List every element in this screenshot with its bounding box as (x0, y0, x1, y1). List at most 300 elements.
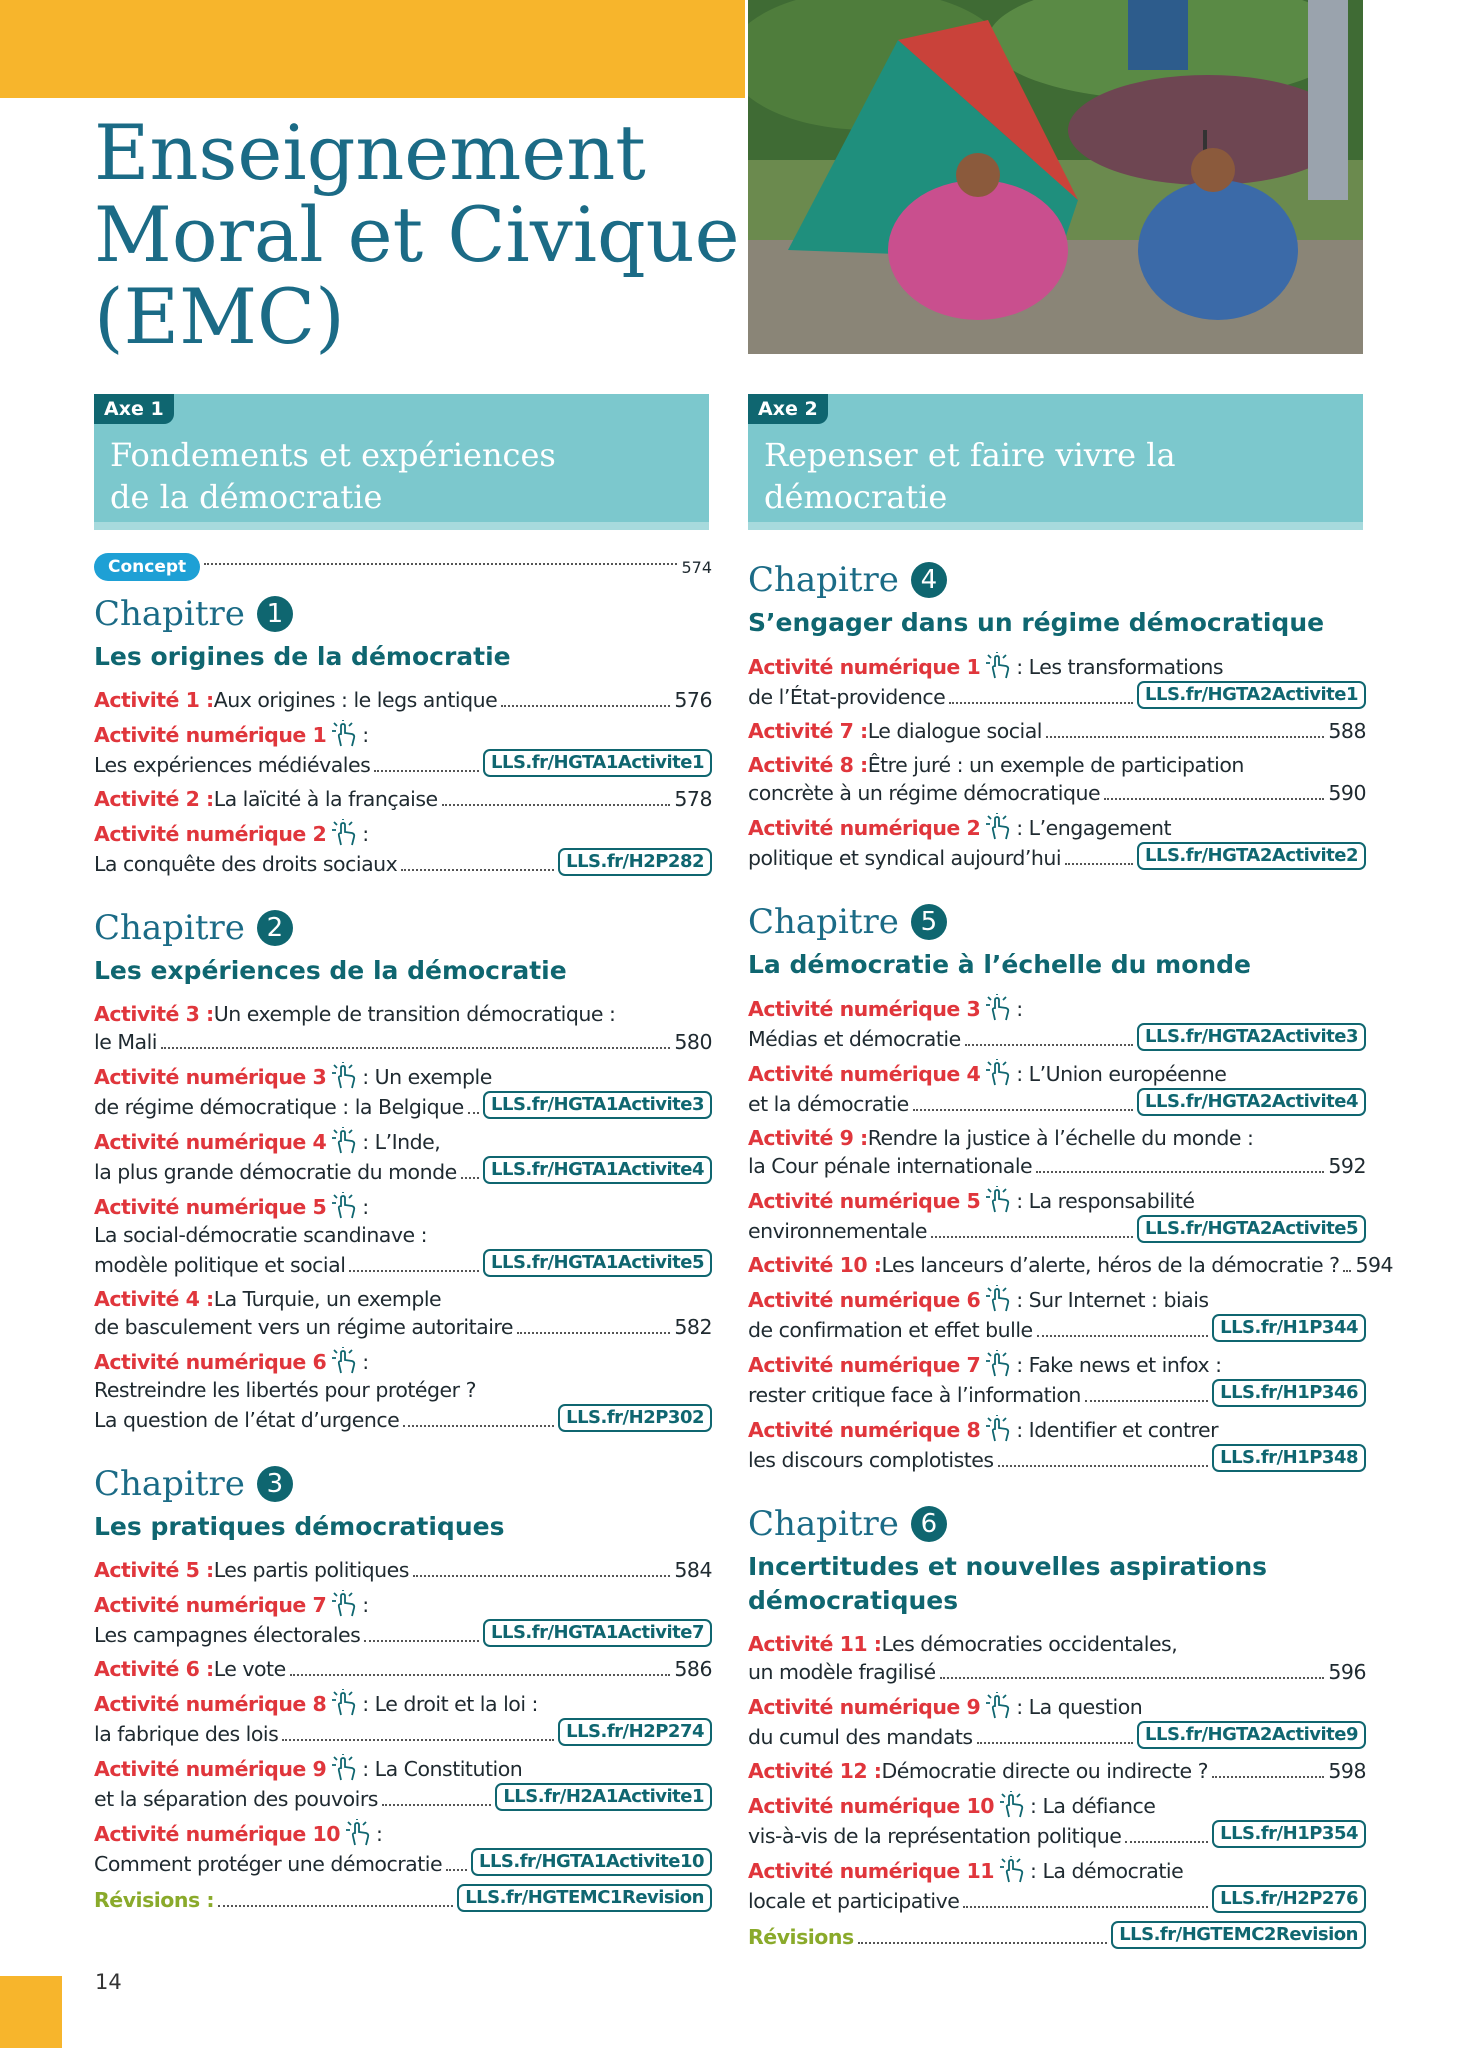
page-ref: 576 (674, 688, 712, 712)
entry-line (748, 1285, 1366, 1314)
activity-entry[interactable] (748, 751, 1366, 807)
entry-line (94, 1347, 712, 1376)
entry-line (748, 779, 1366, 807)
cover-photo (748, 0, 1363, 354)
activity-entry[interactable] (94, 1884, 712, 1914)
activity-entry[interactable] (94, 686, 712, 714)
lls-link[interactable]: LLS.fr/H2P282 (558, 848, 712, 876)
title-line: (EMC) (94, 272, 345, 361)
leader-dots (413, 1575, 670, 1577)
activity-after: : La responsabilité (1016, 1189, 1195, 1213)
lls-link[interactable]: LLS.fr/HGTA1Activite3 (483, 1091, 712, 1119)
chapter-title: S’engager dans un régime démocratique (748, 608, 1325, 637)
activity-text: Les lanceurs d’alerte, héros de la démocratie ? (881, 1253, 1340, 1277)
leader-dots (965, 1044, 1133, 1046)
activity-text: et la démocratie (748, 1092, 909, 1116)
axe2-band (748, 394, 1363, 532)
page-ref: 578 (674, 787, 712, 811)
hand-tap-icon (326, 1590, 362, 1619)
activity-after: : L’engagement (1016, 816, 1172, 840)
lls-link[interactable]: LLS.fr/HGTEMC1Revision (457, 1884, 712, 1912)
activity-entry[interactable] (748, 652, 1366, 711)
leader-dots (382, 1804, 491, 1806)
lls-link[interactable]: LLS.fr/H1P348 (1212, 1444, 1366, 1472)
activity-after: : (376, 1822, 383, 1846)
hand-tap-icon (997, 1791, 1027, 1819)
hand-tap-icon (983, 1285, 1013, 1313)
chapter-block (748, 1502, 1366, 1951)
entry-line (748, 1023, 1366, 1053)
entry-line (94, 1619, 712, 1649)
activity-label: Activité numérique 7 (748, 1353, 981, 1377)
hand-tap-icon (329, 1127, 359, 1155)
entry-line (748, 1379, 1366, 1409)
hand-tap-icon (997, 1856, 1027, 1884)
chapter-heading (748, 558, 1366, 602)
activity-label: Activité numérique 6 (94, 1350, 327, 1374)
column-axe1 (94, 552, 712, 1920)
page-ref: 580 (674, 1030, 712, 1054)
activity-label: Activité numérique 1 (94, 723, 327, 747)
axe2-title-line: Repenser et faire vivre la (764, 436, 1176, 474)
hand-tap-icon (980, 1692, 1016, 1721)
axe1-band (94, 394, 709, 532)
hand-tap-icon (983, 1186, 1013, 1214)
leader-dots (977, 1742, 1133, 1744)
entry-line (748, 1885, 1366, 1915)
chapter-number-badge: 1 (257, 596, 293, 632)
leader-dots (931, 1236, 1133, 1238)
activity-after: : L’Inde, (362, 1130, 441, 1154)
lls-link[interactable]: LLS.fr/H2P274 (558, 1718, 712, 1746)
activity-entry[interactable] (748, 1285, 1366, 1344)
entry-line (94, 848, 712, 878)
activity-text: la Cour pénale internationale (748, 1154, 1033, 1178)
chapter-slot (94, 592, 712, 878)
activity-entry[interactable] (748, 1059, 1366, 1118)
leader-dots (1046, 736, 1324, 738)
leader-dots (1085, 1400, 1208, 1402)
activity-entry[interactable] (94, 1192, 712, 1279)
chapter-title: La démocratie à l’échelle du monde (748, 950, 1252, 979)
activity-label: Activité 8 : (748, 753, 868, 777)
lls-link[interactable]: LLS.fr/HGTA2Activite4 (1137, 1088, 1366, 1116)
chapter-word: Chapitre (94, 908, 245, 948)
activity-entry[interactable] (94, 819, 712, 878)
lls-link[interactable]: LLS.fr/H1P354 (1212, 1820, 1366, 1848)
axe1-title-line: Fondements et expériences (110, 436, 556, 474)
hand-tap-icon (340, 1819, 376, 1848)
activity-text: Être juré : un exemple de participation (867, 753, 1244, 777)
leader-dots (461, 1177, 479, 1179)
lls-link[interactable]: LLS.fr/HGTA2Activite5 (1137, 1215, 1366, 1243)
activity-label: Activité numérique 3 (94, 1065, 327, 1089)
entry-line (94, 1556, 712, 1584)
chapter-block (748, 558, 1366, 872)
entry-line (94, 819, 712, 848)
activity-label: Activité numérique 8 (748, 1418, 981, 1442)
leader-dots (290, 1674, 671, 1676)
activity-entry[interactable] (94, 1127, 712, 1186)
activity-text: les discours complotistes (748, 1448, 994, 1472)
lls-link[interactable]: LLS.fr/HGTA1Activite4 (483, 1156, 712, 1184)
chapter-heading (94, 592, 712, 636)
activity-label: Activité numérique 9 (94, 1757, 327, 1781)
page-ref: 596 (1328, 1660, 1366, 1684)
entry-line (748, 1152, 1366, 1180)
chapter-heading (94, 906, 712, 950)
activity-text: Le vote (213, 1657, 286, 1681)
entry-line (748, 1251, 1394, 1279)
activity-text: La laïcité à la française (213, 787, 438, 811)
activity-text: locale et participative (748, 1889, 960, 1913)
activity-label: Activité numérique 11 (748, 1859, 995, 1883)
entry-line (94, 1192, 712, 1221)
chapter-slot (94, 1462, 712, 1914)
leader-dots (949, 702, 1133, 704)
activity-entry[interactable] (94, 1062, 712, 1121)
entry-line (748, 1059, 1366, 1088)
page-ref: 590 (1328, 781, 1366, 805)
activity-entry[interactable] (94, 785, 712, 813)
leader-dots (1037, 1335, 1208, 1337)
lls-link[interactable]: LLS.fr/HGTEMC2Revision (1111, 1921, 1366, 1949)
entry-line (94, 1884, 712, 1914)
entry-line (94, 1285, 712, 1313)
leader-dots (374, 770, 479, 772)
lls-link[interactable]: LLS.fr/HGTA1Activite5 (483, 1249, 712, 1277)
axe2-title-line: démocratie (764, 478, 948, 516)
activity-after: : (362, 822, 369, 846)
activity-label: Activité 12 : (748, 1759, 882, 1783)
activity-text: modèle politique et social (94, 1253, 346, 1277)
hand-tap-icon (329, 1754, 359, 1782)
entry-line (94, 1655, 712, 1683)
entry-line (94, 1754, 712, 1783)
entry-line (748, 994, 1366, 1023)
chapter-slot (748, 1502, 1366, 1951)
leader-dots (349, 1270, 479, 1272)
chapter-heading (94, 1462, 712, 1506)
activity-after: : (362, 723, 369, 747)
entry-line (94, 686, 712, 714)
chapter-slot (748, 900, 1394, 1474)
activity-after: : Les transformations (1016, 655, 1224, 679)
leader-dots (403, 1425, 554, 1427)
entry-line (748, 1415, 1366, 1444)
leader-dots (1125, 1841, 1208, 1843)
hand-tap-icon (326, 1754, 362, 1783)
activity-text: un modèle fragilisé (748, 1660, 936, 1684)
chapter-slot (748, 558, 1366, 872)
page-number: 14 (95, 1970, 122, 1994)
activity-entry[interactable] (748, 1186, 1366, 1245)
lls-link[interactable]: LLS.fr/HGTA1Activite10 (471, 1848, 712, 1876)
leader-dots (501, 705, 670, 707)
activity-entry[interactable] (748, 1415, 1366, 1474)
leader-dots (517, 1332, 670, 1334)
hand-tap-icon (994, 1791, 1030, 1820)
activity-text: Les partis politiques (213, 1558, 409, 1582)
hand-tap-icon (326, 1062, 362, 1091)
axe1-tag: Axe 1 (94, 394, 174, 424)
hand-tap-icon (326, 1689, 362, 1718)
hand-tap-icon (326, 1127, 362, 1156)
activity-after: : Un exemple (362, 1065, 492, 1089)
activity-text: La Turquie, un exemple (213, 1287, 442, 1311)
activity-label: Activité numérique 5 (748, 1189, 981, 1213)
leader-dots (998, 1465, 1209, 1467)
activity-entry[interactable] (748, 1791, 1366, 1850)
chapter-number-badge: 3 (257, 1466, 293, 1502)
concept-badge: Concept (94, 553, 200, 581)
leader-dots (218, 1905, 453, 1907)
activity-text: Démocratie directe ou indirecte ? (881, 1759, 1209, 1783)
entry-line (94, 1848, 712, 1878)
entry-line (748, 1088, 1366, 1118)
lls-link[interactable]: LLS.fr/HGTA2Activite2 (1137, 842, 1366, 870)
activity-entry[interactable] (748, 813, 1366, 872)
concept-page: 574 (681, 557, 712, 577)
activity-entry[interactable] (94, 1590, 712, 1649)
chapter-block (748, 900, 1394, 1474)
hand-tap-icon (983, 1350, 1013, 1378)
chapter-word: Chapitre (748, 902, 899, 942)
activity-entry[interactable] (748, 1856, 1366, 1915)
activity-entry[interactable] (748, 1350, 1366, 1409)
activity-entry[interactable] (94, 1347, 712, 1434)
hand-tap-icon (980, 1059, 1016, 1088)
chapter-number-badge: 4 (911, 562, 947, 598)
entry-line (748, 1820, 1366, 1850)
page-ref: 586 (674, 1657, 712, 1681)
title-line: Enseignement (94, 108, 646, 197)
activity-text: Les campagnes électorales (94, 1623, 361, 1647)
activity-after: : (1016, 997, 1023, 1021)
activity-after: : Le droit et la loi : (362, 1692, 538, 1716)
axe1-title (110, 434, 556, 518)
hand-tap-icon (329, 1062, 359, 1090)
page-ref: 584 (674, 1558, 712, 1582)
activity-label: Activité numérique 6 (748, 1288, 981, 1312)
lls-link[interactable]: LLS.fr/H1P346 (1212, 1379, 1366, 1407)
lls-link[interactable]: LLS.fr/H2P302 (558, 1404, 712, 1432)
activity-entry[interactable] (94, 1819, 712, 1878)
activity-entry[interactable] (94, 1655, 712, 1683)
entry-line (748, 1350, 1366, 1379)
entry-line (748, 681, 1366, 711)
leader-dots (364, 1640, 479, 1642)
activity-entry[interactable] (94, 1556, 712, 1584)
activity-entry[interactable] (94, 720, 712, 779)
activity-entry[interactable] (94, 1689, 712, 1748)
activity-text: La question de l’état d’urgence (94, 1408, 400, 1432)
entry-line (748, 1124, 1366, 1152)
entry-line (94, 720, 712, 749)
activity-text: Les démocraties occidentales, (881, 1632, 1178, 1656)
entry-line (94, 1689, 712, 1718)
hand-tap-icon (343, 1819, 373, 1847)
entry-line (748, 1692, 1366, 1721)
activity-text: de confirmation et effet bulle (748, 1318, 1033, 1342)
leader-dots (446, 1869, 467, 1871)
entry-line (748, 813, 1366, 842)
lls-link[interactable]: LLS.fr/H2A1Activite1 (495, 1783, 712, 1811)
activity-label: Activité 11 : (748, 1632, 882, 1656)
activity-text: Un exemple de transition démocratique : (213, 1002, 616, 1026)
activity-label: Activité 10 : (748, 1253, 882, 1277)
leader-dots (858, 1942, 1108, 1944)
activity-entry[interactable] (94, 1754, 712, 1813)
activity-after: : La question (1016, 1695, 1143, 1719)
hand-tap-icon (980, 994, 1016, 1023)
hand-tap-icon (329, 819, 359, 847)
chapter-number-badge: 2 (257, 910, 293, 946)
chapter-number-badge: 6 (911, 1506, 947, 1542)
activity-text: et la séparation des pouvoirs (94, 1787, 378, 1811)
activity-text: Médias et démocratie (748, 1027, 961, 1051)
activity-text: de régime démocratique : la Belgique (94, 1095, 464, 1119)
entry-line (94, 1313, 712, 1341)
entry-line (748, 1856, 1366, 1885)
chapter-title: Les expériences de la démocratie (94, 956, 567, 985)
activity-text: de basculement vers un régime autoritaire (94, 1315, 514, 1339)
chapter-number-badge: 5 (911, 904, 947, 940)
axe2-tag: Axe 2 (748, 394, 828, 424)
entry-line (748, 1186, 1366, 1215)
axe1-title-line: de la démocratie (110, 478, 383, 516)
entry-line (94, 1028, 712, 1056)
activity-text: Les expériences médiévales (94, 753, 371, 777)
lls-link[interactable]: LLS.fr/HGTA2Activite3 (1137, 1023, 1366, 1051)
lls-link[interactable]: LLS.fr/H2P276 (1212, 1885, 1366, 1913)
leader-dots (468, 1112, 479, 1114)
entry-line (94, 749, 712, 779)
activity-entry[interactable] (94, 1000, 712, 1056)
hand-tap-icon (980, 813, 1016, 842)
activity-label: Activité numérique 10 (748, 1794, 995, 1818)
hand-tap-icon (326, 720, 362, 749)
activity-after: : Fake news et infox : (1016, 1353, 1222, 1377)
hand-tap-icon (980, 1415, 1016, 1444)
activity-text: rester critique face à l’information (748, 1383, 1081, 1407)
lls-link[interactable]: LLS.fr/HGTA2Activite9 (1137, 1721, 1366, 1749)
activity-entry[interactable] (748, 1124, 1366, 1180)
activity-text: du cumul des mandats (748, 1725, 973, 1749)
hand-tap-icon (983, 994, 1013, 1022)
entry-line (94, 1127, 712, 1156)
activity-text: Aux origines : le legs antique (213, 688, 498, 712)
activity-entry[interactable] (748, 1692, 1366, 1751)
leader-dots (1343, 1270, 1351, 1272)
activity-label: Activité numérique 9 (748, 1695, 981, 1719)
entry-line (748, 1791, 1366, 1820)
entry-line (748, 652, 1366, 681)
entry-line (94, 1590, 712, 1619)
activity-label: Activité 3 : (94, 1002, 214, 1026)
entry-line (748, 1658, 1366, 1686)
activity-after: : La démocratie (1030, 1859, 1184, 1883)
axe2-title (764, 434, 1176, 518)
activity-entry[interactable] (748, 1757, 1366, 1785)
chapter-heading (748, 900, 1366, 944)
activity-entry[interactable] (748, 717, 1366, 745)
activity-text: politique et syndical aujourd’hui (748, 846, 1062, 870)
entry-line (748, 1444, 1366, 1474)
hand-tap-icon (980, 1186, 1016, 1215)
activity-text: la fabrique des lois (94, 1722, 279, 1746)
title-line: Moral et Civique (94, 190, 740, 279)
activity-label: Activité numérique 2 (94, 822, 327, 846)
lls-link[interactable]: LLS.fr/H1P344 (1212, 1314, 1366, 1342)
hand-tap-icon (983, 1059, 1013, 1087)
page-ref: 598 (1328, 1759, 1366, 1783)
hand-tap-icon (326, 1347, 362, 1376)
activity-after: : Identifier et contrer (1016, 1418, 1219, 1442)
activity-after: : (362, 1195, 369, 1219)
concept-row[interactable] (94, 552, 712, 582)
activity-label: Activité numérique 7 (94, 1593, 327, 1617)
activity-after: : La Constitution (362, 1757, 523, 1781)
activity-after: : (362, 1593, 369, 1617)
activity-after: : Sur Internet : biais (1016, 1288, 1209, 1312)
hand-tap-icon (983, 652, 1013, 680)
hand-tap-icon (980, 1350, 1016, 1379)
activity-entry[interactable] (748, 994, 1366, 1053)
entry-line (748, 1721, 1366, 1751)
activity-text: Restreindre les libertés pour protéger ? (94, 1378, 476, 1402)
activity-text: Le dialogue social (867, 719, 1042, 743)
activity-label: Révisions (748, 1925, 854, 1949)
hand-tap-icon (329, 1689, 359, 1717)
leader-dots (282, 1739, 554, 1741)
lls-link[interactable]: LLS.fr/HGTA1Activite7 (483, 1619, 712, 1647)
entry-line (94, 1249, 712, 1279)
activity-after: : La défiance (1030, 1794, 1156, 1818)
activity-text: environnementale (748, 1219, 928, 1243)
page-ref: 592 (1328, 1154, 1366, 1178)
activity-label: Activité numérique 8 (94, 1692, 327, 1716)
entry-line (748, 842, 1366, 872)
leader-dots (963, 1906, 1208, 1908)
hand-tap-icon (329, 1590, 359, 1618)
chapter-block (94, 592, 712, 878)
activity-text: le Mali (94, 1030, 157, 1054)
hand-tap-icon (983, 1692, 1013, 1720)
entry-line (94, 785, 712, 813)
lls-link[interactable]: LLS.fr/HGTA2Activite1 (1137, 681, 1366, 709)
activity-text: La conquête des droits sociaux (94, 852, 398, 876)
leader-dots (1065, 863, 1133, 865)
entry-line (748, 1757, 1366, 1785)
chapter-block (94, 1462, 712, 1914)
lls-link[interactable]: LLS.fr/HGTA1Activite1 (483, 749, 712, 777)
activity-label: Activité 2 : (94, 787, 214, 811)
activity-entry[interactable] (94, 1285, 712, 1341)
chapter-word: Chapitre (94, 594, 245, 634)
activity-entry[interactable] (748, 1921, 1366, 1951)
chapter-word: Chapitre (94, 1464, 245, 1504)
entry-line (748, 1921, 1366, 1951)
chapter-word: Chapitre (748, 1504, 899, 1544)
leader-dots (1036, 1171, 1324, 1173)
activity-text: concrète à un régime démocratique (748, 781, 1101, 805)
chapter-word: Chapitre (748, 560, 899, 600)
entry-line (748, 1630, 1366, 1658)
hand-tap-icon (329, 1192, 359, 1220)
activity-entry[interactable] (748, 1251, 1394, 1279)
activity-entry[interactable] (748, 1630, 1366, 1686)
